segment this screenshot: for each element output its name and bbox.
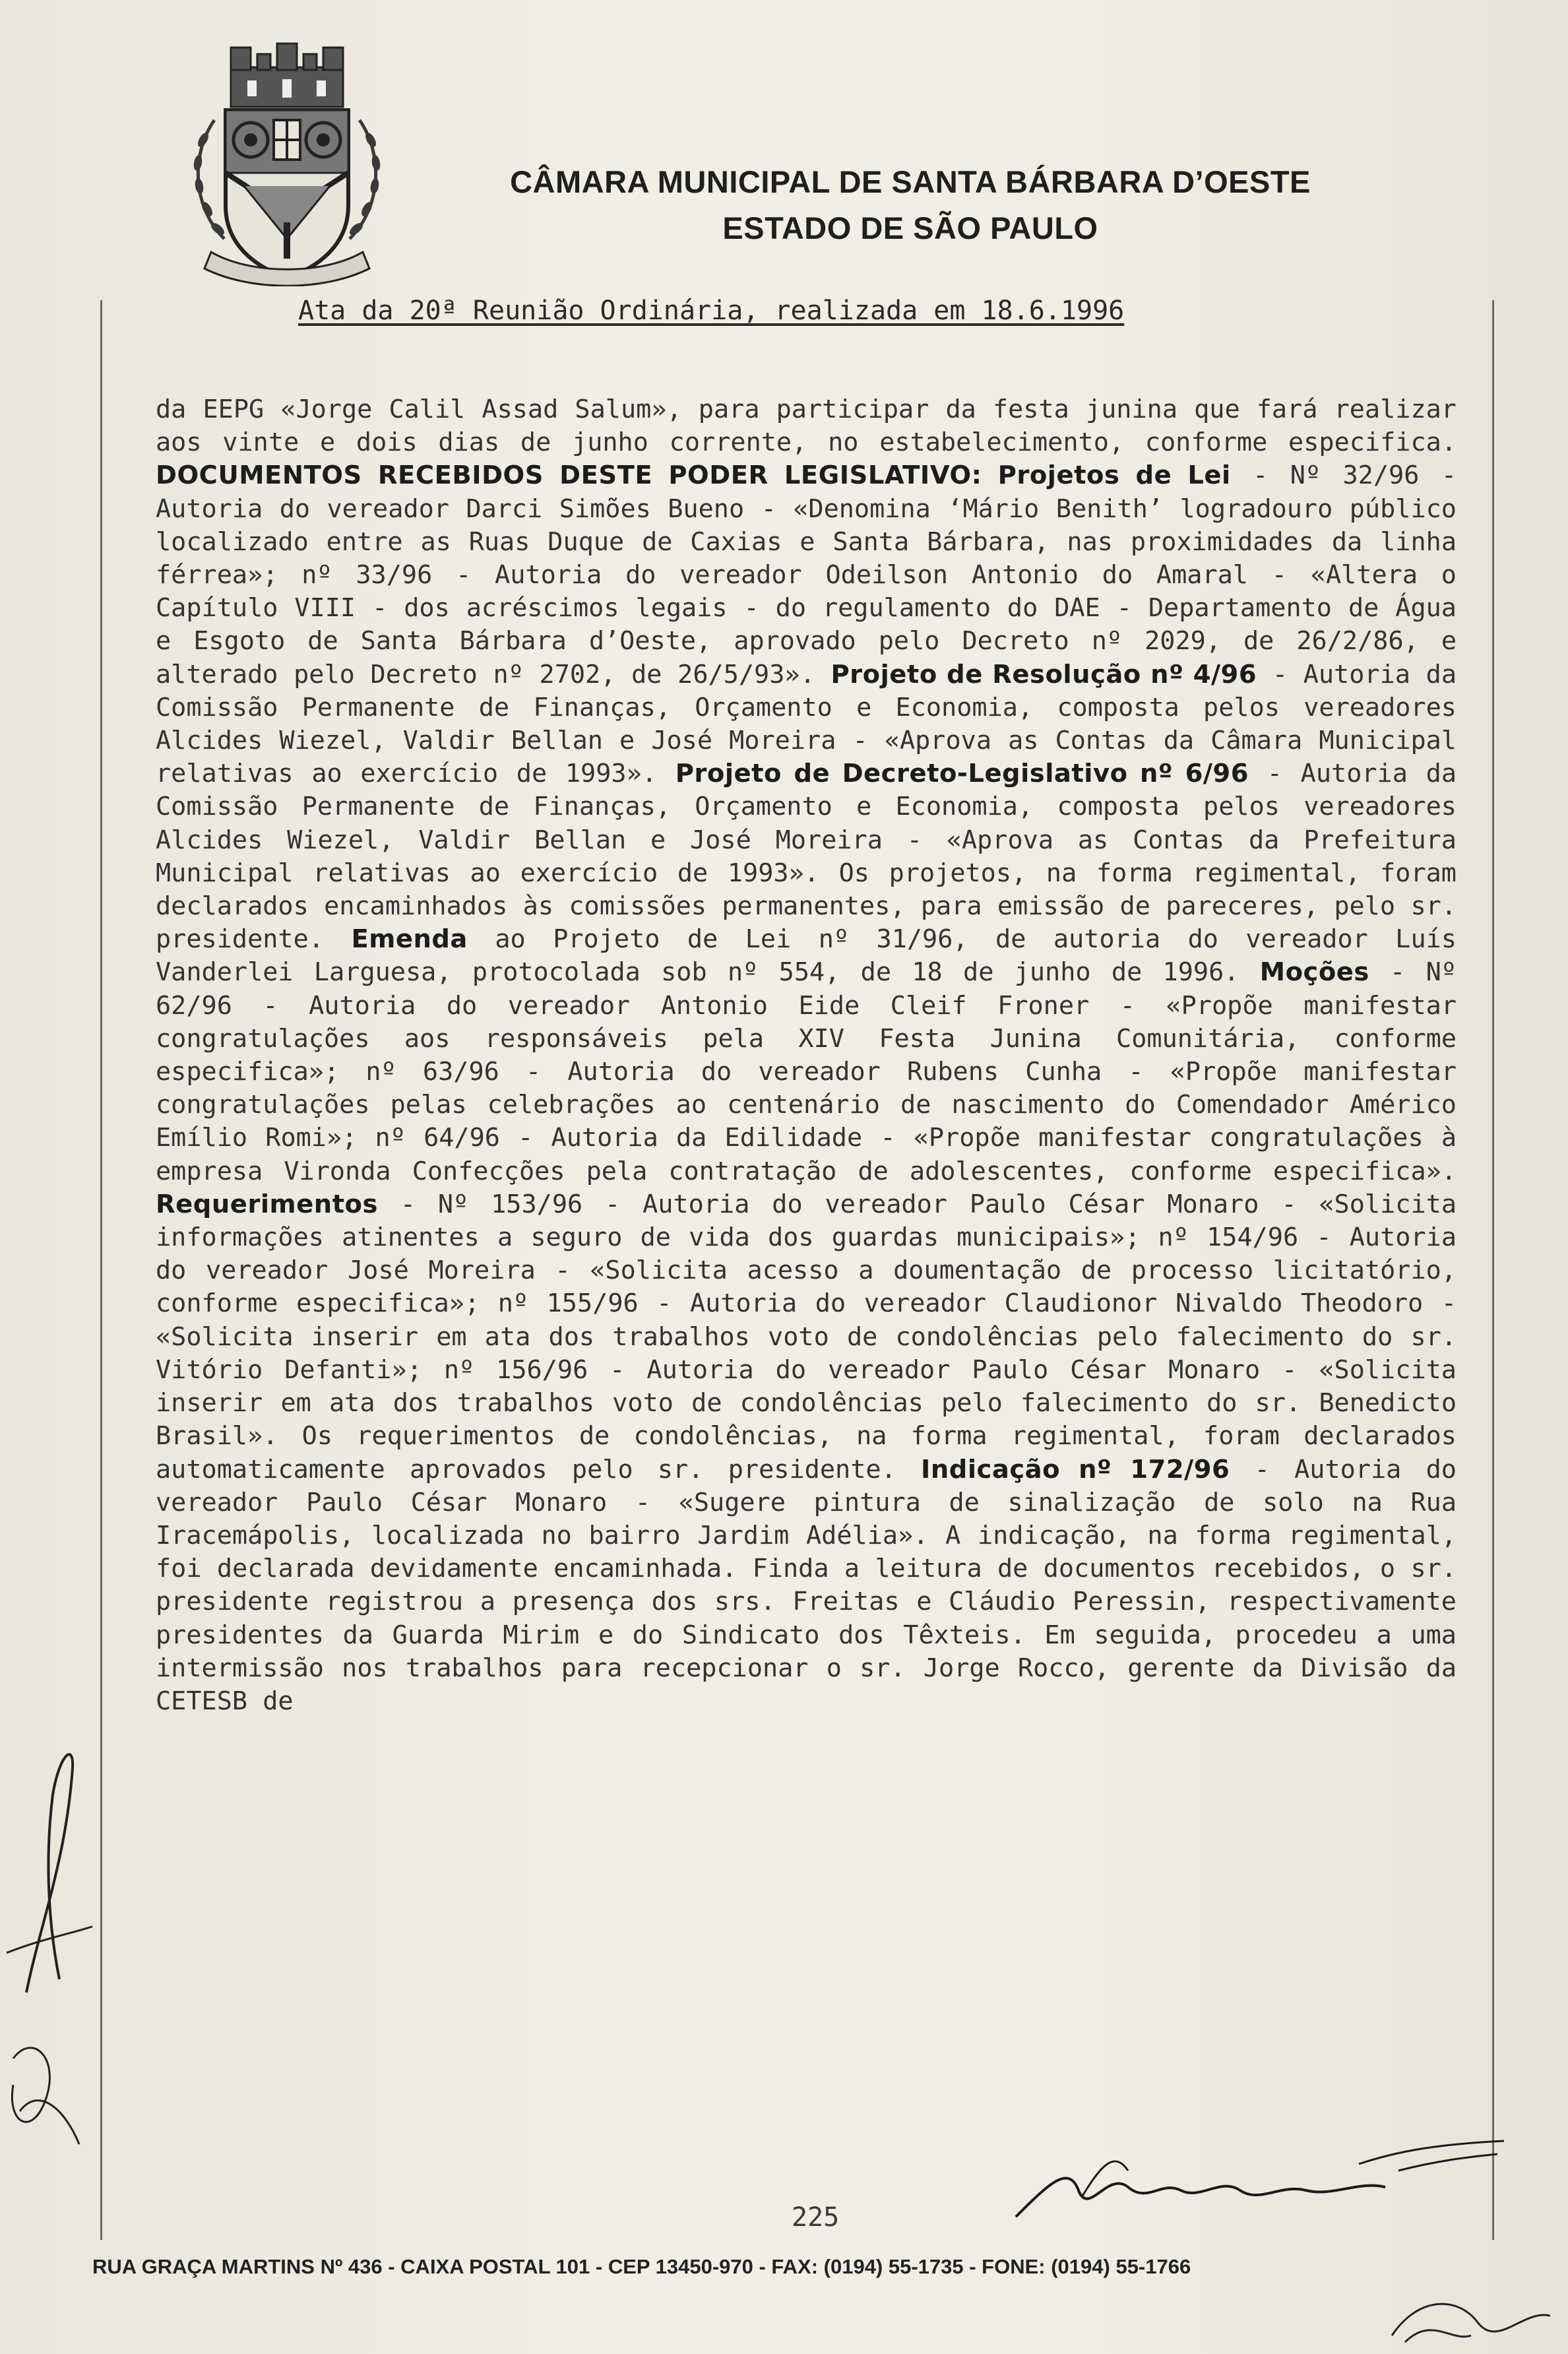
section-heading: Indicação nº 172/96 bbox=[921, 1454, 1230, 1484]
right-border-line bbox=[1492, 300, 1494, 2240]
body-text-segment: - Autoria da Comissão Permanente de Finanças, Orçamento e Economia, composta pelos vereadores Alcides Wiezel, Valdir Bellan e José Moreira - «Aprova as Contas da Câmara Municipal relativas ao exercício de 1993». bbox=[156, 659, 1457, 789]
body-text-segment: - Nº 62/96 - Autoria do vereador Antonio Eide Cleif Froner - «Propõe manifestar congratulações aos responsáveis pela XIV Festa Junina Comunitária, conforme especifica»; nº 63/96 - Autoria do vereador Rubens Cunha - «Propõe manifestar congratulações pelas celebrações ao centenário de nascimento do Comendador Américo Emílio Romi»; nº 64/96 - Autoria da Edilidade - «Propõe manifestar congratulações à empresa Vironda Confecções pela contratação de adolescentes, conforme especifica». bbox=[156, 957, 1457, 1186]
body-text-segment: - Autoria do vereador Paulo César Monaro - «Sugere pintura de sinalização de solo na Rua Iracemápolis, localizada no bairro Jardim Adélia». A indicação, na forma regimental, foi declarada devidamente encaminhada. Finda a leitura de documentos recebidos, o sr. presidente registrou a presença dos srs. Freitas e Cláudio Peressin, respectivamente presidentes da Guarda Mirim e do Sindicato dos Têxteis. Em seguida, procedeu a uma intermissão nos trabalhos para recepcionar o sr. Jorge Rocco, gerente da Divisão da CETESB de bbox=[156, 1454, 1457, 1716]
section-heading: Projeto de Decreto-Legislativo nº 6/96 bbox=[675, 759, 1249, 789]
body-text-segment: - Autoria da Comissão Permanente de Finanças, Orçamento e Economia, composta pelos vereadores Alcides Wiezel, Valdir Bellan e José Moreira - «Aprova as Contas da Prefeitura Municipal relativas ao exercício de 1993». Os projetos, na forma regimental, foram declarados encaminhados às comissões permanentes, para emissão de pareceres, pelo sr. presidente. bbox=[156, 759, 1457, 955]
section-heading: Requerimentos bbox=[156, 1189, 378, 1219]
body-text-segment: da EEPG «Jorge Calil Assad Salum», para participar da festa junina que fará realizar aos vinte e dois dias de junho corrente, no estabelecimento, conforme especifica. bbox=[156, 395, 1457, 458]
minutes-heading: Ata da 20ª Reunião Ordinária, realizada em 18.6.1996 bbox=[298, 296, 1125, 326]
section-heading: DOCUMENTOS RECEBIDOS DESTE PODER LEGISLATIVO: Projetos de Lei bbox=[156, 461, 1231, 491]
section-heading: Emenda bbox=[351, 924, 468, 955]
state-name-heading: ESTADO DE SÃO PAULO bbox=[722, 210, 1098, 245]
handwritten-signature-bottom bbox=[937, 2124, 1530, 2237]
handwritten-initials-bottom-right bbox=[1379, 2270, 1563, 2354]
handwritten-initials-left bbox=[0, 1715, 99, 2177]
body-text-segment: - Nº 32/96 - Autoria do vereador Darci Simões Bueno - «Denomina ‘Mário Benith’ logradouro público localizado entre as Ruas Duque de Caxias e Santa Bárbara, nas proximidades da linha férrea»; nº 33/96 - Autoria do vereador Odeilson Antonio do Amaral - «Altera o Capítulo VIII - dos acréscimos legais - do regulamento do DAE - Departamento de Água e Esgoto de Santa Bárbara d’Oeste, aprovado pelo Decreto nº 2029, de 26/2/86, e alterado pelo Decreto nº 2702, de 26/5/93». bbox=[156, 461, 1457, 689]
council-name-heading: CÂMARA MUNICIPAL DE SANTA BÁRBARA D’OESTE bbox=[510, 164, 1311, 199]
body-text-segment: ao Projeto de Lei nº 31/96, de autoria do vereador Luís Vanderlei Larguesa, protocolada sob nº 554, de 18 de junho de 1996. bbox=[156, 924, 1457, 988]
body-text-segment: - Nº 153/96 - Autoria do vereador Paulo César Monaro - «Solicita informações atinentes a seguro de vida dos guardas municipais»; nº 154/96 - Autoria do vereador José Moreira - «Solicita acesso a doumentação de processo licitatório, conforme especifica»; nº 155/96 - Autoria do vereador Claudionor Nivaldo Theodoro - «Solicita inserir em ata dos trabalhos voto de condolências pelo falecimento do sr. Vitório Defanti»; nº 156/96 - Autoria do vereador Paulo César Monaro - «Solicita inserir em ata dos trabalhos voto de condolências pelo falecimento do sr. Benedicto Brasil». Os requerimentos de condolências, na forma regimental, foram declarados automaticamente aprovados pelo sr. presidente. bbox=[156, 1189, 1457, 1484]
section-heading: Projeto de Resolução nº 4/96 bbox=[831, 659, 1257, 689]
coat-of-arms-emblem bbox=[185, 41, 389, 286]
minutes-body-text bbox=[156, 393, 1457, 1718]
footer-address: RUA GRAÇA MARTINS Nº 436 - CAIXA POSTAL 101 - CEP 13450-970 - FAX: (0194) 55-1735 - FONE: (0194) 55-1766 bbox=[92, 2255, 1191, 2278]
left-border-line bbox=[100, 300, 102, 2240]
page-number: 225 bbox=[792, 2202, 840, 2233]
section-heading: Moções bbox=[1259, 957, 1369, 988]
